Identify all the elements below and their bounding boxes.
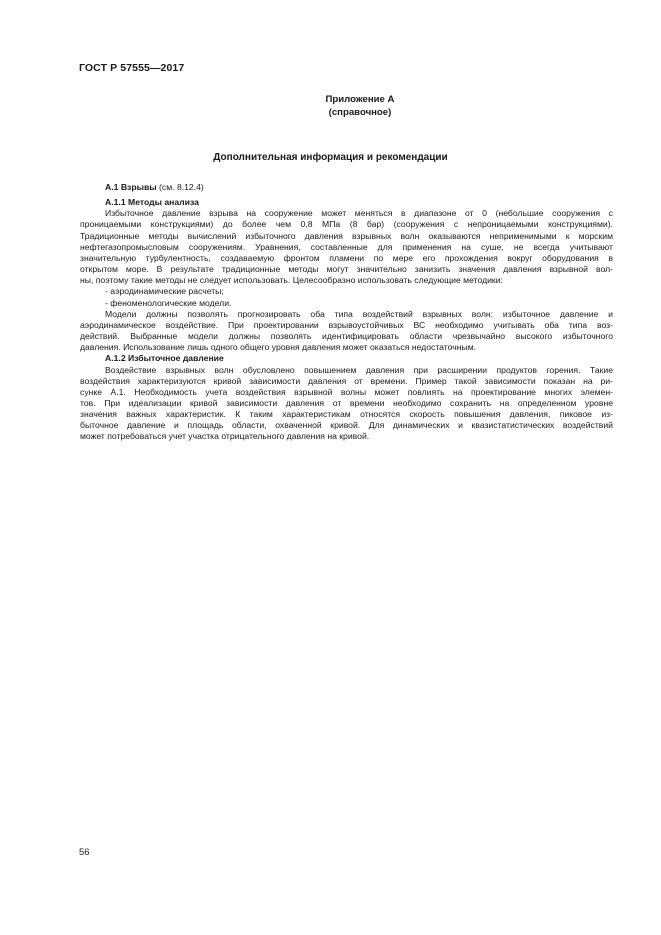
paragraph-line: сунке А.1. Необходимость учета воздействия взрывной волны может повлиять на проектирование многих элемен-: [80, 386, 613, 397]
appendix-title: Приложение А: [325, 94, 395, 105]
paragraph-line: Воздействие взрывных волн обусловлено повышением давления при расширении продуктов горения. Такие: [105, 364, 613, 375]
paragraph-line: Модели должны позволять прогнозировать оба типа воздействий взрывных волн: избыточное давление и: [105, 308, 613, 319]
paragraph-line: нефтегазопромысловым сооружениям. Уравнения, составленные для применения на суше, не всегда учитывают: [80, 241, 613, 252]
list-item: - феноменологические модели.: [105, 297, 232, 308]
section-a1-heading: [80, 182, 613, 193]
standard-designation: ГОСТ Р 57555—2017: [79, 62, 185, 74]
paragraph-line: ны, поэтому такие методы не следует использовать. Целесообразно использовать следующие методики:: [80, 275, 503, 286]
section-a1-reference: (см. 8.12.4): [156, 182, 204, 192]
paragraph-line: давления. Использование лишь одного общего уровня давления может оказаться недостаточным.: [80, 342, 477, 353]
section-a1-title: А.1 Взрывы: [105, 182, 157, 192]
paragraph-line: значения важных характеристик. К таким характеристикам относятся скорость повышения давления, пиковое из-: [80, 409, 613, 420]
paragraph-line: Традиционные методы вычислений избыточного давления взрывных волн оказываются неприменимыми к морским: [80, 230, 613, 241]
paragraph-line: воздействия характеризуются кривой зависимости давления от времени. Пример такой зависимости показан на ри-: [80, 375, 613, 386]
section-a12-heading: А.1.2 Избыточное давление: [105, 353, 224, 364]
appendix-subtitle: (справочное): [328, 107, 392, 118]
paragraph-line: Избыточное давление взрыва на сооружение может меняться в диапазоне от 0 (небольшие сооружения с: [105, 208, 613, 219]
paragraph-line: быточное давление и площадь области, охваченной кривой. Для динамических и квазистатистических воздействий: [80, 420, 613, 431]
paragraph-line: тов. При идеализации кривой зависимости давления от времени необходимо сохранить на определенном уровне: [80, 397, 613, 408]
paragraph-line: проницаемыми конструкциями) до более чем 0,8 МПа (8 бар) (сооружения с непроницаемыми конструкциями).: [80, 219, 613, 230]
list-item: - аэродинамические расчеты;: [105, 286, 224, 297]
paragraph-line: может потребоваться учет участка отрицательного давления на кривой.: [80, 431, 370, 442]
document-body: [80, 182, 613, 443]
section-title: Дополнительная информация и рекомендации: [213, 152, 448, 163]
paragraph-line: действий. Выбранные модели должны позволять идентифицировать области чрезвычайно высокого избыточного: [80, 331, 613, 342]
paragraph-line: значительную турбулентность, создаваемую фронтом пламени по мере его прохождения вокруг оборудования в: [80, 252, 613, 263]
paragraph-line: аэродинамическое воздействие. При проектировании взрывоустойчивых ВС необходимо учитывать оба типа воз-: [80, 319, 613, 330]
page-number: 56: [79, 846, 90, 857]
section-a11-heading: А.1.1 Методы анализа: [105, 197, 199, 208]
paragraph-line: открытом море. В результате традиционные методы могут значительно занизить значения давления взрывной вол-: [80, 264, 613, 275]
